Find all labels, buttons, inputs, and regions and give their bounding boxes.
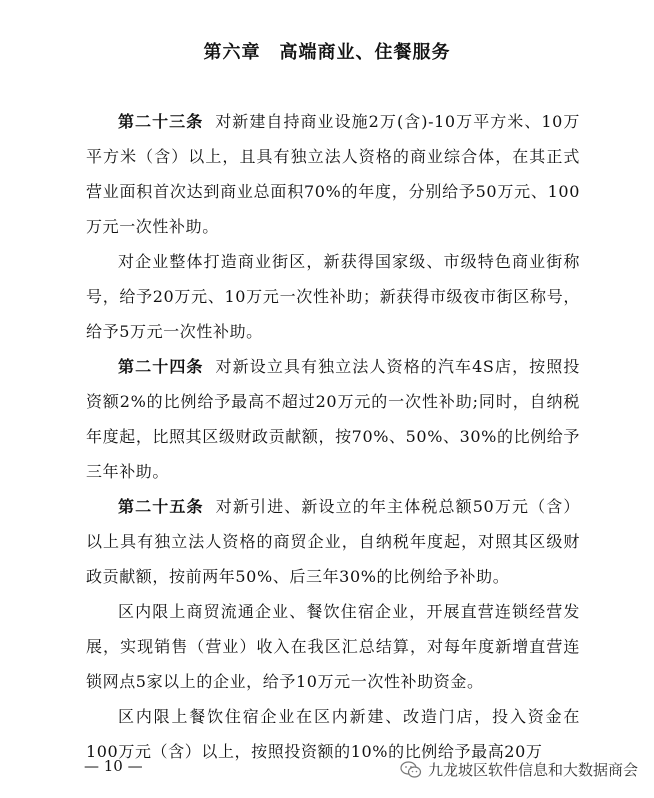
document-body bbox=[86, 104, 580, 769]
article-label: 第二十三条 bbox=[118, 112, 204, 131]
article-label: 第二十四条 bbox=[118, 357, 204, 376]
paragraph bbox=[86, 594, 580, 699]
paragraph-text: 对新建自持商业设施2万(含)-10万平方米、10万平方米（含）以上，且具有独立法人资格的商业综合体，在其正式营业面积首次达到商业总面积70%的年度，分别给予50万元、100万元一次性补助。 bbox=[86, 112, 580, 236]
watermark-text: 九龙坡区软件信息和大数据商会 bbox=[427, 761, 638, 779]
paragraph bbox=[86, 244, 580, 349]
article-label: 第二十五条 bbox=[118, 497, 204, 516]
paragraph bbox=[86, 349, 580, 489]
page-number: — 10 — bbox=[84, 757, 143, 775]
paragraph-text: 区内限上餐饮住宿企业在区内新建、改造门店，投入资金在100万元（含）以上，按照投资额的10%的比例给予最高20万 bbox=[86, 707, 580, 761]
paragraph bbox=[86, 489, 580, 594]
paragraph bbox=[86, 104, 580, 244]
paragraph-text: 对新引进、新设立的年主体税总额50万元（含）以上具有独立法人资格的商贸企业，自纳税年度起，对照其区级财政贡献额，按前两年50%、后三年30%的比例给予补助。 bbox=[86, 497, 580, 586]
paragraph-text: 对企业整体打造商业街区，新获得国家级、市级特色商业街称号，给予20万元、10万元一次性补助；新获得市级夜市街区称号，给予5万元一次性补助。 bbox=[86, 252, 580, 341]
paragraph-text: 区内限上商贸流通企业、餐饮住宿企业，开展直营连锁经营发展，实现销售（营业）收入在我区汇总结算，对每年度新增直营连锁网点5家以上的企业，给予10万元一次性补助资金。 bbox=[86, 602, 580, 691]
wechat-icon bbox=[400, 761, 422, 779]
watermark bbox=[400, 759, 638, 780]
chapter-title: 第六章 高端商业、住餐服务 bbox=[203, 42, 451, 63]
paragraph-text: 对新设立具有独立法人资格的汽车4S店，按照投资额2%的比例给予最高不超过20万元的一次性补助;同时，自纳税年度起，比照其区级财政贡献额，按70%、50%、30%的比例给予三年补助。 bbox=[86, 357, 580, 481]
